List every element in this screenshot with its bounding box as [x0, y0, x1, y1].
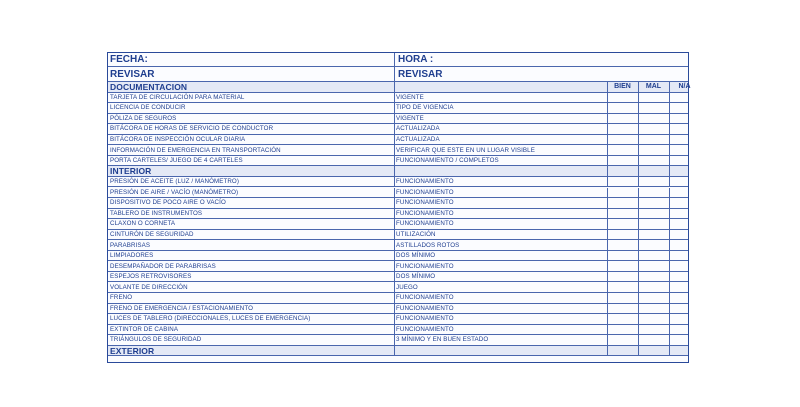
revisar-row	[108, 67, 688, 82]
checkbox-na[interactable]	[670, 325, 700, 335]
checklist-row	[108, 209, 688, 220]
item-label: LIMPIADORES	[110, 252, 154, 260]
column-divider	[394, 209, 395, 219]
column-divider	[394, 166, 395, 176]
column-divider	[394, 198, 395, 208]
checklist-row	[108, 177, 688, 188]
checkbox-na[interactable]	[670, 135, 700, 145]
checkbox-na[interactable]	[670, 314, 700, 324]
checklist-row	[108, 114, 688, 125]
item-label: PARABRISAS	[110, 241, 151, 249]
check-criteria: VIGENTE	[396, 93, 424, 101]
column-divider	[669, 166, 670, 176]
column-divider	[638, 346, 639, 356]
checkbox-mal[interactable]	[639, 314, 669, 324]
check-criteria: VIGENTE	[396, 114, 424, 122]
checkbox-na[interactable]	[670, 114, 700, 124]
fecha-label[interactable]: FECHA:	[110, 54, 148, 65]
check-criteria: TIPO DE VIGENCIA	[396, 104, 454, 112]
checkbox-mal[interactable]	[639, 304, 669, 314]
checklist-row	[108, 293, 688, 304]
column-divider	[607, 166, 608, 176]
checkbox-na[interactable]	[670, 198, 700, 208]
checkbox-bien[interactable]	[608, 325, 638, 335]
check-criteria: FUNCIONAMIENTO / COMPLETOS	[396, 157, 499, 165]
checkbox-na[interactable]	[670, 272, 700, 282]
checklist-row	[108, 103, 688, 114]
section-header	[108, 82, 691, 93]
checkbox-bien[interactable]	[608, 304, 638, 314]
checklist-row	[108, 230, 688, 241]
divider	[394, 67, 395, 81]
date-time-row	[108, 53, 688, 67]
checkbox-bien[interactable]	[608, 219, 638, 229]
check-criteria: JUEGO	[396, 283, 418, 291]
checklist-row	[108, 282, 688, 293]
checkbox-na[interactable]	[670, 293, 700, 303]
column-divider	[394, 251, 395, 261]
column-divider	[638, 166, 639, 176]
column-divider	[669, 346, 670, 356]
column-header-na: N/A	[678, 83, 691, 91]
checkbox-bien[interactable]	[608, 230, 638, 240]
checkbox-bien[interactable]	[608, 240, 638, 250]
section-title: DOCUMENTACION	[110, 82, 188, 92]
check-criteria: FUNCIONAMIENTO	[396, 188, 454, 196]
column-divider	[394, 335, 395, 345]
section-title: EXTERIOR	[110, 345, 155, 356]
item-label: DESEMPAÑADOR DE PARABRISAS	[110, 262, 216, 270]
checkbox-na[interactable]	[670, 261, 700, 271]
checkbox-mal[interactable]	[639, 293, 669, 303]
checkbox-na[interactable]	[670, 251, 700, 261]
checkbox-bien[interactable]	[608, 335, 638, 345]
item-label: PRESIÓN DE AIRE / VACÍO (MANÓMETRO)	[110, 188, 239, 196]
checkbox-mal[interactable]	[639, 156, 669, 166]
check-criteria: FUNCIONAMIENTO	[396, 199, 454, 207]
item-label: TRIÁNGULOS DE SEGURIDAD	[110, 336, 202, 344]
column-divider	[394, 93, 395, 103]
checkbox-na[interactable]	[670, 282, 700, 292]
column-divider	[394, 82, 395, 92]
item-label: TABLERO DE INSTRUMENTOS	[110, 209, 203, 217]
section-header	[108, 346, 688, 357]
column-divider	[394, 304, 395, 314]
item-label: CLAXON O CORNETA	[110, 220, 176, 228]
checkbox-bien[interactable]	[608, 293, 638, 303]
item-label: ESPEJOS RETROVISORES	[110, 273, 192, 281]
check-criteria: ASTILLADOS ROTOS	[396, 241, 460, 249]
item-label: EXTINTOR DE CABINA	[110, 325, 179, 333]
checklist-row	[108, 240, 688, 251]
column-divider	[394, 325, 395, 335]
inspection-form	[107, 52, 689, 363]
checklist-row	[108, 188, 688, 199]
checkbox-na[interactable]	[670, 209, 700, 219]
check-criteria: 3 MÍNIMO Y EN BUEN ESTADO	[396, 336, 489, 344]
column-divider	[394, 293, 395, 303]
column-divider	[394, 314, 395, 324]
checklist-row	[108, 272, 688, 283]
checklist-row	[108, 251, 688, 262]
column-divider	[394, 156, 395, 166]
item-label: PORTA CARTELES/ JUEGO DE 4 CARTELES	[110, 157, 243, 165]
column-divider	[607, 346, 608, 356]
checkbox-na[interactable]	[670, 103, 700, 113]
column-divider	[394, 188, 395, 198]
column-divider	[394, 219, 395, 229]
checkbox-mal[interactable]	[639, 177, 669, 187]
checkbox-na[interactable]	[670, 188, 700, 198]
check-criteria: ACTUALIZADA	[396, 125, 440, 133]
check-criteria: ACTUALIZADA	[396, 136, 440, 144]
checkbox-na[interactable]	[670, 240, 700, 250]
check-criteria: FUNCIONAMIENTO	[396, 209, 454, 217]
checkbox-mal[interactable]	[639, 135, 669, 145]
item-label: VOLANTE DE DIRECCIÓN	[110, 283, 188, 291]
checkbox-bien[interactable]	[608, 177, 638, 187]
checkbox-bien[interactable]	[608, 93, 638, 103]
checkbox-na[interactable]	[670, 177, 700, 187]
checkbox-mal[interactable]	[639, 145, 669, 155]
divider	[394, 53, 395, 66]
checkbox-na[interactable]	[670, 156, 700, 166]
check-criteria: UTILIZACIÓN	[396, 230, 436, 238]
checklist-row	[108, 135, 688, 146]
checklist-row	[108, 335, 688, 346]
section-title: INTERIOR	[110, 166, 152, 176]
checklist-row	[108, 124, 688, 135]
item-label: CINTURÓN DE SEGURIDAD	[110, 230, 194, 238]
item-label: INFORMACIÓN DE EMERGENCIA EN TRANSPORTACIÓN	[110, 146, 281, 154]
item-label: TARJETA DE CIRCULACIÓN PARA MATERIAL	[110, 93, 245, 101]
checkbox-bien[interactable]	[608, 251, 638, 261]
check-criteria: FUNCIONAMIENTO	[396, 304, 454, 312]
checkbox-mal[interactable]	[639, 103, 669, 113]
checkbox-bien[interactable]	[608, 114, 638, 124]
item-label: BITÁCORA DE HORAS DE SERVICIO DE CONDUCTOR	[110, 125, 274, 133]
column-divider	[394, 346, 395, 356]
item-label: FRENO DE EMERGENCIA / ESTACIONAMIENTO	[110, 304, 254, 312]
checkbox-bien[interactable]	[608, 156, 638, 166]
checkbox-bien[interactable]	[608, 145, 638, 155]
column-divider	[394, 103, 395, 113]
checkbox-bien[interactable]	[608, 314, 638, 324]
column-divider	[394, 135, 395, 145]
item-label: PRESIÓN DE ACEITE (LUZ / MANÓMETRO)	[110, 178, 239, 186]
column-divider	[394, 177, 395, 187]
checklist-row	[108, 304, 688, 315]
column-divider	[394, 230, 395, 240]
item-label: PÓLIZA DE SEGUROS	[110, 114, 177, 122]
checkbox-bien[interactable]	[608, 261, 638, 271]
checkbox-mal[interactable]	[639, 93, 669, 103]
checkbox-mal[interactable]	[639, 219, 669, 229]
column-divider	[394, 272, 395, 282]
checkbox-bien[interactable]	[608, 103, 638, 113]
revisar-left: REVISAR	[110, 68, 155, 80]
check-criteria: FUNCIONAMIENTO	[396, 262, 454, 270]
checklist-row	[108, 219, 688, 230]
check-criteria: FUNCIONAMIENTO	[396, 178, 454, 186]
checklist-row	[108, 314, 688, 325]
checkbox-na[interactable]	[670, 230, 700, 240]
check-criteria: FUNCIONAMIENTO	[396, 315, 454, 323]
column-divider	[394, 145, 395, 155]
checkbox-mal[interactable]	[639, 272, 669, 282]
item-label: BITÁCORA DE INSPECCIÓN OCULAR DIARIA	[110, 136, 246, 144]
checkbox-bien[interactable]	[608, 282, 638, 292]
checkbox-mal[interactable]	[639, 230, 669, 240]
checkbox-bien[interactable]	[608, 135, 638, 145]
checkbox-na[interactable]	[670, 93, 700, 103]
checklist-row	[108, 93, 688, 104]
checklist-row	[108, 325, 688, 336]
column-header-mal: MAL	[645, 83, 662, 91]
checkbox-mal[interactable]	[639, 124, 669, 134]
checklist-row	[108, 198, 688, 209]
checkbox-mal[interactable]	[639, 325, 669, 335]
column-divider	[394, 124, 395, 134]
checkbox-bien[interactable]	[608, 272, 638, 282]
checkbox-mal[interactable]	[639, 335, 669, 345]
column-divider	[394, 282, 395, 292]
checkbox-na[interactable]	[670, 145, 700, 155]
check-criteria: FUNCIONAMIENTO	[396, 294, 454, 302]
check-criteria: DOS MÍNIMO	[396, 273, 436, 281]
column-divider	[394, 261, 395, 271]
checkbox-bien[interactable]	[608, 188, 638, 198]
checkbox-bien[interactable]	[608, 124, 638, 134]
checkbox-na[interactable]	[670, 124, 700, 134]
item-label: LICENCIA DE CONDUCIR	[110, 104, 186, 112]
column-divider	[394, 240, 395, 250]
checkbox-mal[interactable]	[639, 282, 669, 292]
check-criteria: VERIFICAR QUE ESTE EN UN LUGAR VISIBLE	[396, 146, 535, 154]
checkbox-mal[interactable]	[639, 240, 669, 250]
checkbox-bien[interactable]	[608, 198, 638, 208]
item-label: LUCES DE TABLERO (DIRECCIONALES, LUCES DE EMERGENCIA)	[110, 315, 311, 323]
hora-label[interactable]: HORA :	[398, 54, 434, 65]
section-header	[108, 166, 688, 177]
checkbox-na[interactable]	[670, 335, 700, 345]
checkbox-na[interactable]	[670, 304, 700, 314]
check-criteria: FUNCIONAMIENTO	[396, 325, 454, 333]
checkbox-na[interactable]	[670, 219, 700, 229]
checklist-row	[108, 156, 688, 167]
column-divider	[394, 114, 395, 124]
checkbox-mal[interactable]	[639, 261, 669, 271]
checkbox-bien[interactable]	[608, 209, 638, 219]
checkbox-mal[interactable]	[639, 188, 669, 198]
check-criteria: DOS MÍNIMO	[396, 252, 436, 260]
checkbox-mal[interactable]	[639, 114, 669, 124]
item-label: FRENO	[110, 294, 133, 302]
checklist-row	[108, 145, 688, 156]
checkbox-mal[interactable]	[639, 198, 669, 208]
column-header-bien: BIEN	[614, 83, 631, 91]
checklist-row	[108, 261, 688, 272]
revisar-right: REVISAR	[398, 68, 443, 80]
item-label: DISPOSITIVO DE POCO AIRE O VACÍO	[110, 199, 226, 207]
checkbox-mal[interactable]	[639, 209, 669, 219]
checkbox-mal[interactable]	[639, 251, 669, 261]
check-criteria: FUNCIONAMIENTO	[396, 220, 454, 228]
